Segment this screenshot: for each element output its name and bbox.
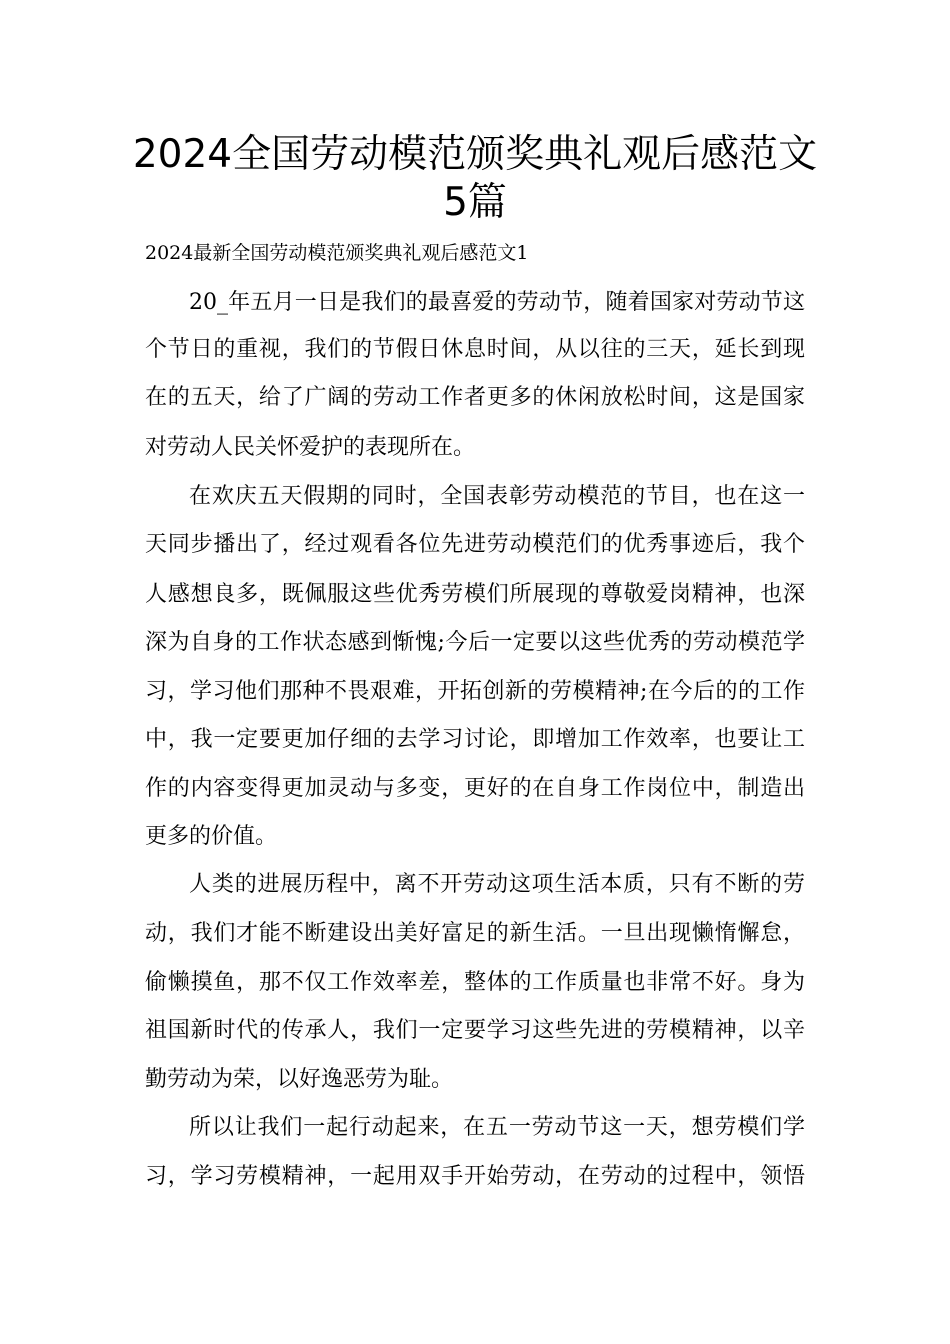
- paragraph-4-line-2: 习，学习劳模精神，一起用双手开始劳动，在劳动的过程中，领悟: [145, 1164, 805, 1189]
- document-title-line-2: 5篇: [443, 180, 507, 225]
- document-title-line-1: 2024全国劳动模范颁奖典礼观后感范文: [132, 132, 818, 177]
- paragraph-1-line-4: 对劳动人民关怀爱护的表现所在。: [145, 435, 476, 460]
- paragraph-3-line-4: 祖国新时代的传承人，我们一定要学习这些先进的劳模精神，以辛: [145, 1018, 805, 1043]
- paragraph-1-line-3: 在的五天，给了广阔的劳动工作者更多的休闲放松时间，这是国家: [145, 385, 805, 410]
- paragraph-2-line-2: 天同步播出了，经过观看各位先进劳动模范们的优秀事迹后，我个: [145, 532, 805, 557]
- paragraph-2-line-1: 在欢庆五天假期的同时，全国表彰劳动模范的节目，也在这一: [189, 484, 805, 509]
- paragraph-2-line-4: 深为自身的工作状态感到惭愧;今后一定要以这些优秀的劳动模范学: [145, 630, 805, 655]
- paragraph-2-line-6: 中，我一定要更加仔细的去学习讨论，即增加工作效率，也要让工: [145, 727, 805, 752]
- paragraph-3-line-3: 偷懒摸鱼，那不仅工作效率差，整体的工作质量也非常不好。身为: [145, 970, 805, 995]
- paragraph-1-line-2: 个节日的重视，我们的节假日休息时间，从以往的三天，延长到现: [145, 337, 805, 362]
- paragraph-4-line-1: 所以让我们一起行动起来，在五一劳动节这一天，想劳模们学: [189, 1115, 805, 1140]
- paragraph-2-line-7: 作的内容变得更加灵动与多变，更好的在自身工作岗位中，制造出: [145, 776, 805, 801]
- paragraph-3-line-1: 人类的进展历程中，离不开劳动这项生活本质，只有不断的劳: [189, 872, 805, 897]
- document-subtitle: 2024最新全国劳动模范颁奖典礼观后感范文1: [145, 242, 529, 264]
- paragraph-3-line-5: 勤劳动为荣，以好逸恶劳为耻。: [145, 1067, 454, 1092]
- paragraph-3-line-2: 动，我们才能不断建设出美好富足的新生活。一旦出现懒惰懈怠，: [145, 921, 805, 946]
- paragraph-2-line-5: 习，学习他们那种不畏艰难，开拓创新的劳模精神;在今后的的工作: [145, 679, 805, 704]
- paragraph-2-line-3: 人感想良多，既佩服这些优秀劳模们所展现的尊敬爱岗精神，也深: [145, 582, 805, 607]
- paragraph-2-line-8: 更多的价值。: [145, 824, 278, 849]
- paragraph-1-line-1: 20_年五月一日是我们的最喜爱的劳动节，随着国家对劳动节这: [189, 290, 805, 315]
